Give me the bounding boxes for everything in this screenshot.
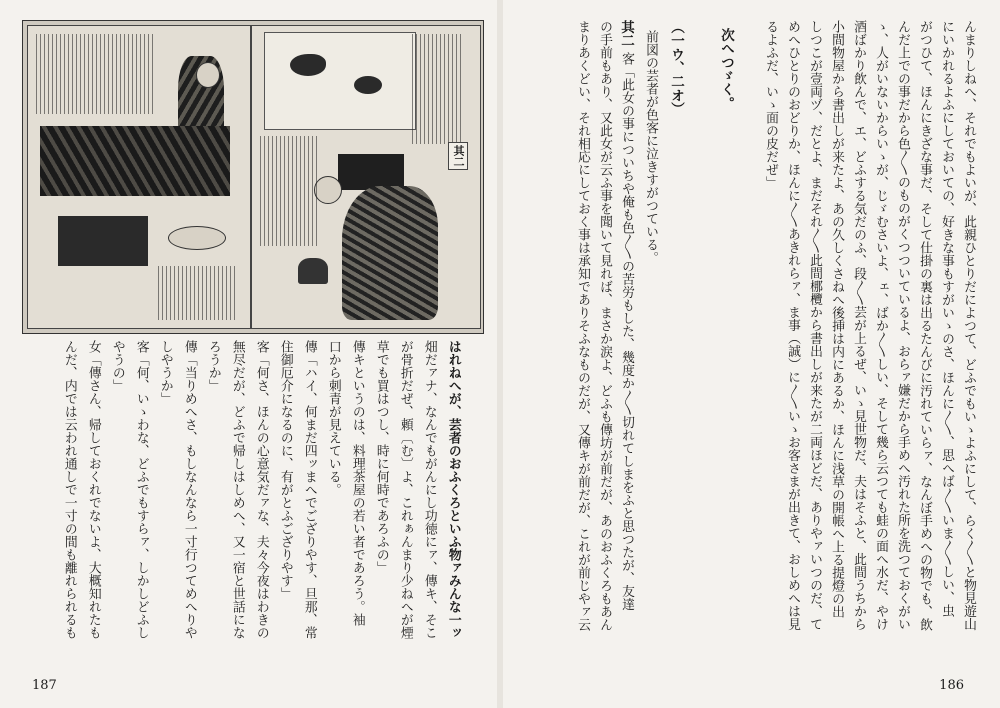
text-column: 女「傳さん、帰しておくれでないよ、大概知れたも <box>85 340 101 639</box>
text-column: ゝ、人がいないからいゝが、じゞむさいよ、ェ、ばか〳〵しい、そして幾ら云つても蛙の面へ水だ、やけ <box>873 20 888 631</box>
text-column: にいかれるよふにしておいての、好きな事もすがいゝのさ、ほんに〳〵、思へば〳〵いま〳〵しい、虫 <box>939 20 954 618</box>
text-column: 客「何、いゝわな、どふでもすらァ、しかしどふし <box>133 340 149 639</box>
page-gutter <box>497 0 503 708</box>
inscription-text <box>412 34 462 144</box>
section-header: 其二 <box>618 20 634 48</box>
text-column: ろうか」 <box>205 340 221 392</box>
inscription-text <box>260 136 320 246</box>
dialogue-line: の手前もあり、又此女が云ふ事を聞いて見れば、まさか涙よ、どふも傳坊が前だが、あのおふくろもあん <box>597 20 612 631</box>
text-column: 小間物屋から書出しが来たよ、あの久しくさねへ後挿は内にあるか、ほんに浅草の開帳へ上る提燈の出 <box>829 20 844 618</box>
page-number: 186 <box>939 678 964 693</box>
text-column: 畑だァナ、なんでもがんにし功徳にァ、傳キ、そこ <box>421 340 437 639</box>
text-column: 口から刺青が見えている。 <box>325 340 341 496</box>
lacquer-tray <box>338 154 404 190</box>
dialogue-line: 客「此女の事についちや俺も色〳〵の苦労もした、幾度か〳〵切れてしまをふと思つたが、友達 <box>619 52 634 611</box>
bird-figure <box>290 54 326 76</box>
text-column: しやうか」 <box>157 340 173 405</box>
text-column: しつこが壹両ヅ、だとよ、まだそれ〳〵此間梛欖から書出しが来たが二両ほどだ、ありやァいつのだ、て <box>807 20 822 631</box>
text-column: 住御厄介になるのに、有がとふござりやす」 <box>277 340 293 600</box>
text-column: 傳キというのは、料理茶屋の若い者であろう。袖 <box>349 340 365 626</box>
left-page <box>0 0 497 708</box>
text-column: 傳「当りめへさ、もしなんなら一寸行つてめへりや <box>181 340 197 639</box>
right-page <box>503 0 1000 708</box>
man-head <box>196 62 220 88</box>
text-column: んだ、内では云われ通しで一寸の間も離れられるも <box>61 340 77 639</box>
text-column: 無尽だが、どふで帰しはしめへ、又一宿と世話にな <box>229 340 245 639</box>
text-column: 傳「ハイ、何まだ四ッまへでござりやす、旦那、常 <box>301 340 317 639</box>
print-left-panel <box>27 25 251 329</box>
section-label: （一ウ、二オ） <box>668 20 684 116</box>
text-column: 草でも買はつし、時に何時であろふの」 <box>373 340 389 574</box>
low-table <box>58 216 148 266</box>
text-column: るよふだ、いゝ面の皮だぜ」 <box>763 20 778 189</box>
kneeling-geisha-figure <box>342 186 438 320</box>
woodblock-print <box>22 20 484 334</box>
text-column: んまりしねへ、それでもよいが、此親ひとりだによつて、どふでもいゝよふにして、らく〳〵と物見遊山 <box>961 20 976 631</box>
print-caption: 其二 <box>448 142 468 170</box>
bird-figure <box>354 76 382 94</box>
text-column: 客「何さ、ほんの心意気だァな、夫々今夜はわきの <box>253 340 269 639</box>
text-column: やうの」 <box>109 340 125 392</box>
continued-note: 次へつゞく。 <box>718 28 734 111</box>
reclining-figure <box>40 126 230 196</box>
folding-screen <box>264 32 416 130</box>
text-column: めへひとりのおどりか、ほんに〳〵あきれらァ、ま事（誠）に〳〵いゝお客さまが出きて、おしめへは見 <box>785 20 800 631</box>
kettle <box>298 258 328 284</box>
page-number: 187 <box>32 678 57 693</box>
text-column: んだ上での事だから色〳〵のものがくつついているよ、おらァ嫌だから手めへ汚れた所を洗つておくがい <box>895 20 910 631</box>
text-column: が骨折だぜ、頼〔む〕よ、これぁんまり少ねへが煙 <box>397 340 413 639</box>
inscription-text <box>158 266 238 320</box>
inscription-text <box>36 34 156 114</box>
text-column: はれねへが、芸者のおふくろといふ物ァみんな一ッ <box>445 340 461 639</box>
dialogue-line: まりあくどい、それ相応にしておく事は承知でありそふなものだが、又傳キが前だが、これが前じやァ云 <box>575 20 590 631</box>
dish <box>168 226 226 250</box>
caption: 前図の芸者が色客に泣きすがつている。 <box>643 30 658 264</box>
print-right-panel <box>251 25 481 329</box>
text-column: 酒ばかり飲んで、エ、どふする気だのふ、段〳〵芸が上るぜ、いゝ見世物だ、夫はそふと、此間うちから <box>851 20 866 631</box>
text-column: がつひて、ほんにきざな事だ、そして仕掛の裏は出るたんびに汚れていらァ、なんぼ手めへの物でも、飲 <box>917 20 932 631</box>
